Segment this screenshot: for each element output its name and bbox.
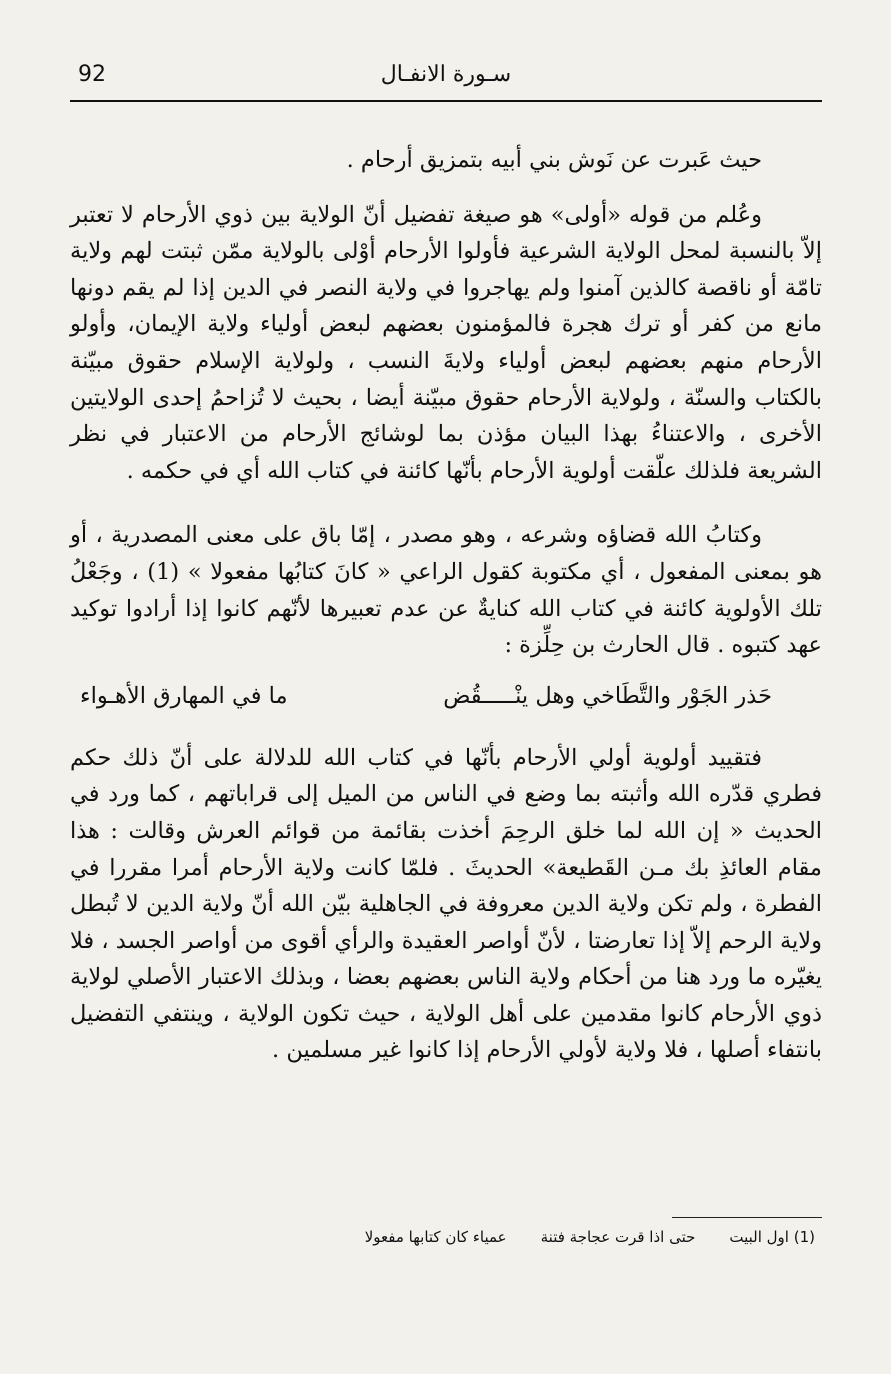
page-number: 92 [78, 62, 106, 87]
header-rule [70, 100, 822, 102]
page-header [70, 58, 822, 102]
paragraph-2: وعُلم من قوله «أولى» هو صيغة تفضيل أنّ الولاية بين ذوي الأرحام لا تعتبر إلاّ بالنسبة لمحل الولاية الشرعية فأولوا الأرحام أوْلى بالولاية ممّن ثبتت لهم ولاية تامّة أو ناقصة كالذين آمنوا ولم يهاجروا في ولاية النصر في الدين إذا لم يقم دونها مانع من كفر أو ترك هجرة فالمؤمنون بعضهم لبعض أولياء ولاية الإيمان، وأولو الأرحام منهم بعضهم لبعض أولياء ولايةَ النسب ، ولولاية الإسلام حقوق مبيّنة بالكتاب والسنّة ، ولولاية الأرحام حقوق مبيّنة أيضا ، بحيث لا تُزاحمُ إحدى الولايتين الأخرى ، والاعتناءُ بهذا البيان مؤذن بما لوشائج الأرحام من الاعتبار في نظر الشريعة فلذلك علّقت أولوية الأرحام بأنّها كائنة في كتاب الله أي في حكمه . [70, 201, 822, 484]
body-text [70, 142, 822, 1069]
footnote-verse-second: عمياء كان كتابها مفعولا [364, 1228, 507, 1246]
paragraph-gap [70, 179, 822, 197]
footnote-marker: (1) اول البيت [729, 1228, 815, 1246]
paragraph-4: فتقييد أولوية أولي الأرحام بأنّها في كتاب الله للدلالة على أنّ ذلك حكم فطري قدّره الله وأثبته بما وضع في الناس من الميل إلى قراباتهم ، كما ورد في الحديث « إن الله لما خلق الرحِمَ أخذت بقائمة من قوائم العرش وقالت : هذا مقام العائذِ بك مـن القَطيعة» الحديثَ . فلمّا كانت ولاية الأرحام أمرا مقررا في الفطرة ، ولم تكن ولاية الدين معروفة في الجاهلية بيّن الله أنّ ولاية الدين لا تُبطل ولاية الرحم إلاّ إذا تعارضتا ، لأنّ أواصر العقيدة والرأي أقوى من أواصر الجسد ، فلا يغيّره ما ورد هنا من أحكام ولاية الناس بعضهم بعضا ، وبذلك الاعتبار الأصلي لولاية ذوي الأرحام كانوا مقدمين على أهل الولاية ، حيث تكون الولاية ، وينتفي التفضيل بانتفاء أصلها ، فلا ولاية لأولي الأرحام إذا كانوا غير مسلمين . [70, 744, 822, 1064]
verse-second-hemistich: ما في المهارق الأهـواء [80, 682, 288, 709]
paragraph-3: وكتابُ الله قضاؤه وشرعه ، وهو مصدر ، إمّا باق على معنى المصدرية ، أو هو بمعنى المفعول ، أي مكتوبة كقول الراعي « كانَ كتابُها مفعولا » (1) ، وجَعْلُ تلك الأولوية كائنة في كتاب الله كنايةٌ عن عدم تعبيرها لأنّهم كانوا إذا أرادوا توكيد عهد كتبوه . قال الحارث بن حِلِّزة : [70, 522, 822, 659]
footnote-rule [672, 1217, 822, 1218]
verse-first-hemistich: حَذر الجَوْر والتَّطَاخي وهل ينْـــــقُض [443, 682, 772, 709]
paragraph-1: حيث عَبرت عن نَوش بني أبيه بتمزيق أرحام . [346, 147, 762, 173]
running-title: سـورة الانفـال [380, 62, 512, 87]
paragraph-gap [70, 489, 822, 517]
poetry-verse [70, 674, 822, 718]
footnote-verse-first: حتى اذا قرت عجاجة فتنة [540, 1228, 696, 1246]
footnote [250, 1226, 815, 1248]
paragraph-gap [70, 722, 822, 740]
